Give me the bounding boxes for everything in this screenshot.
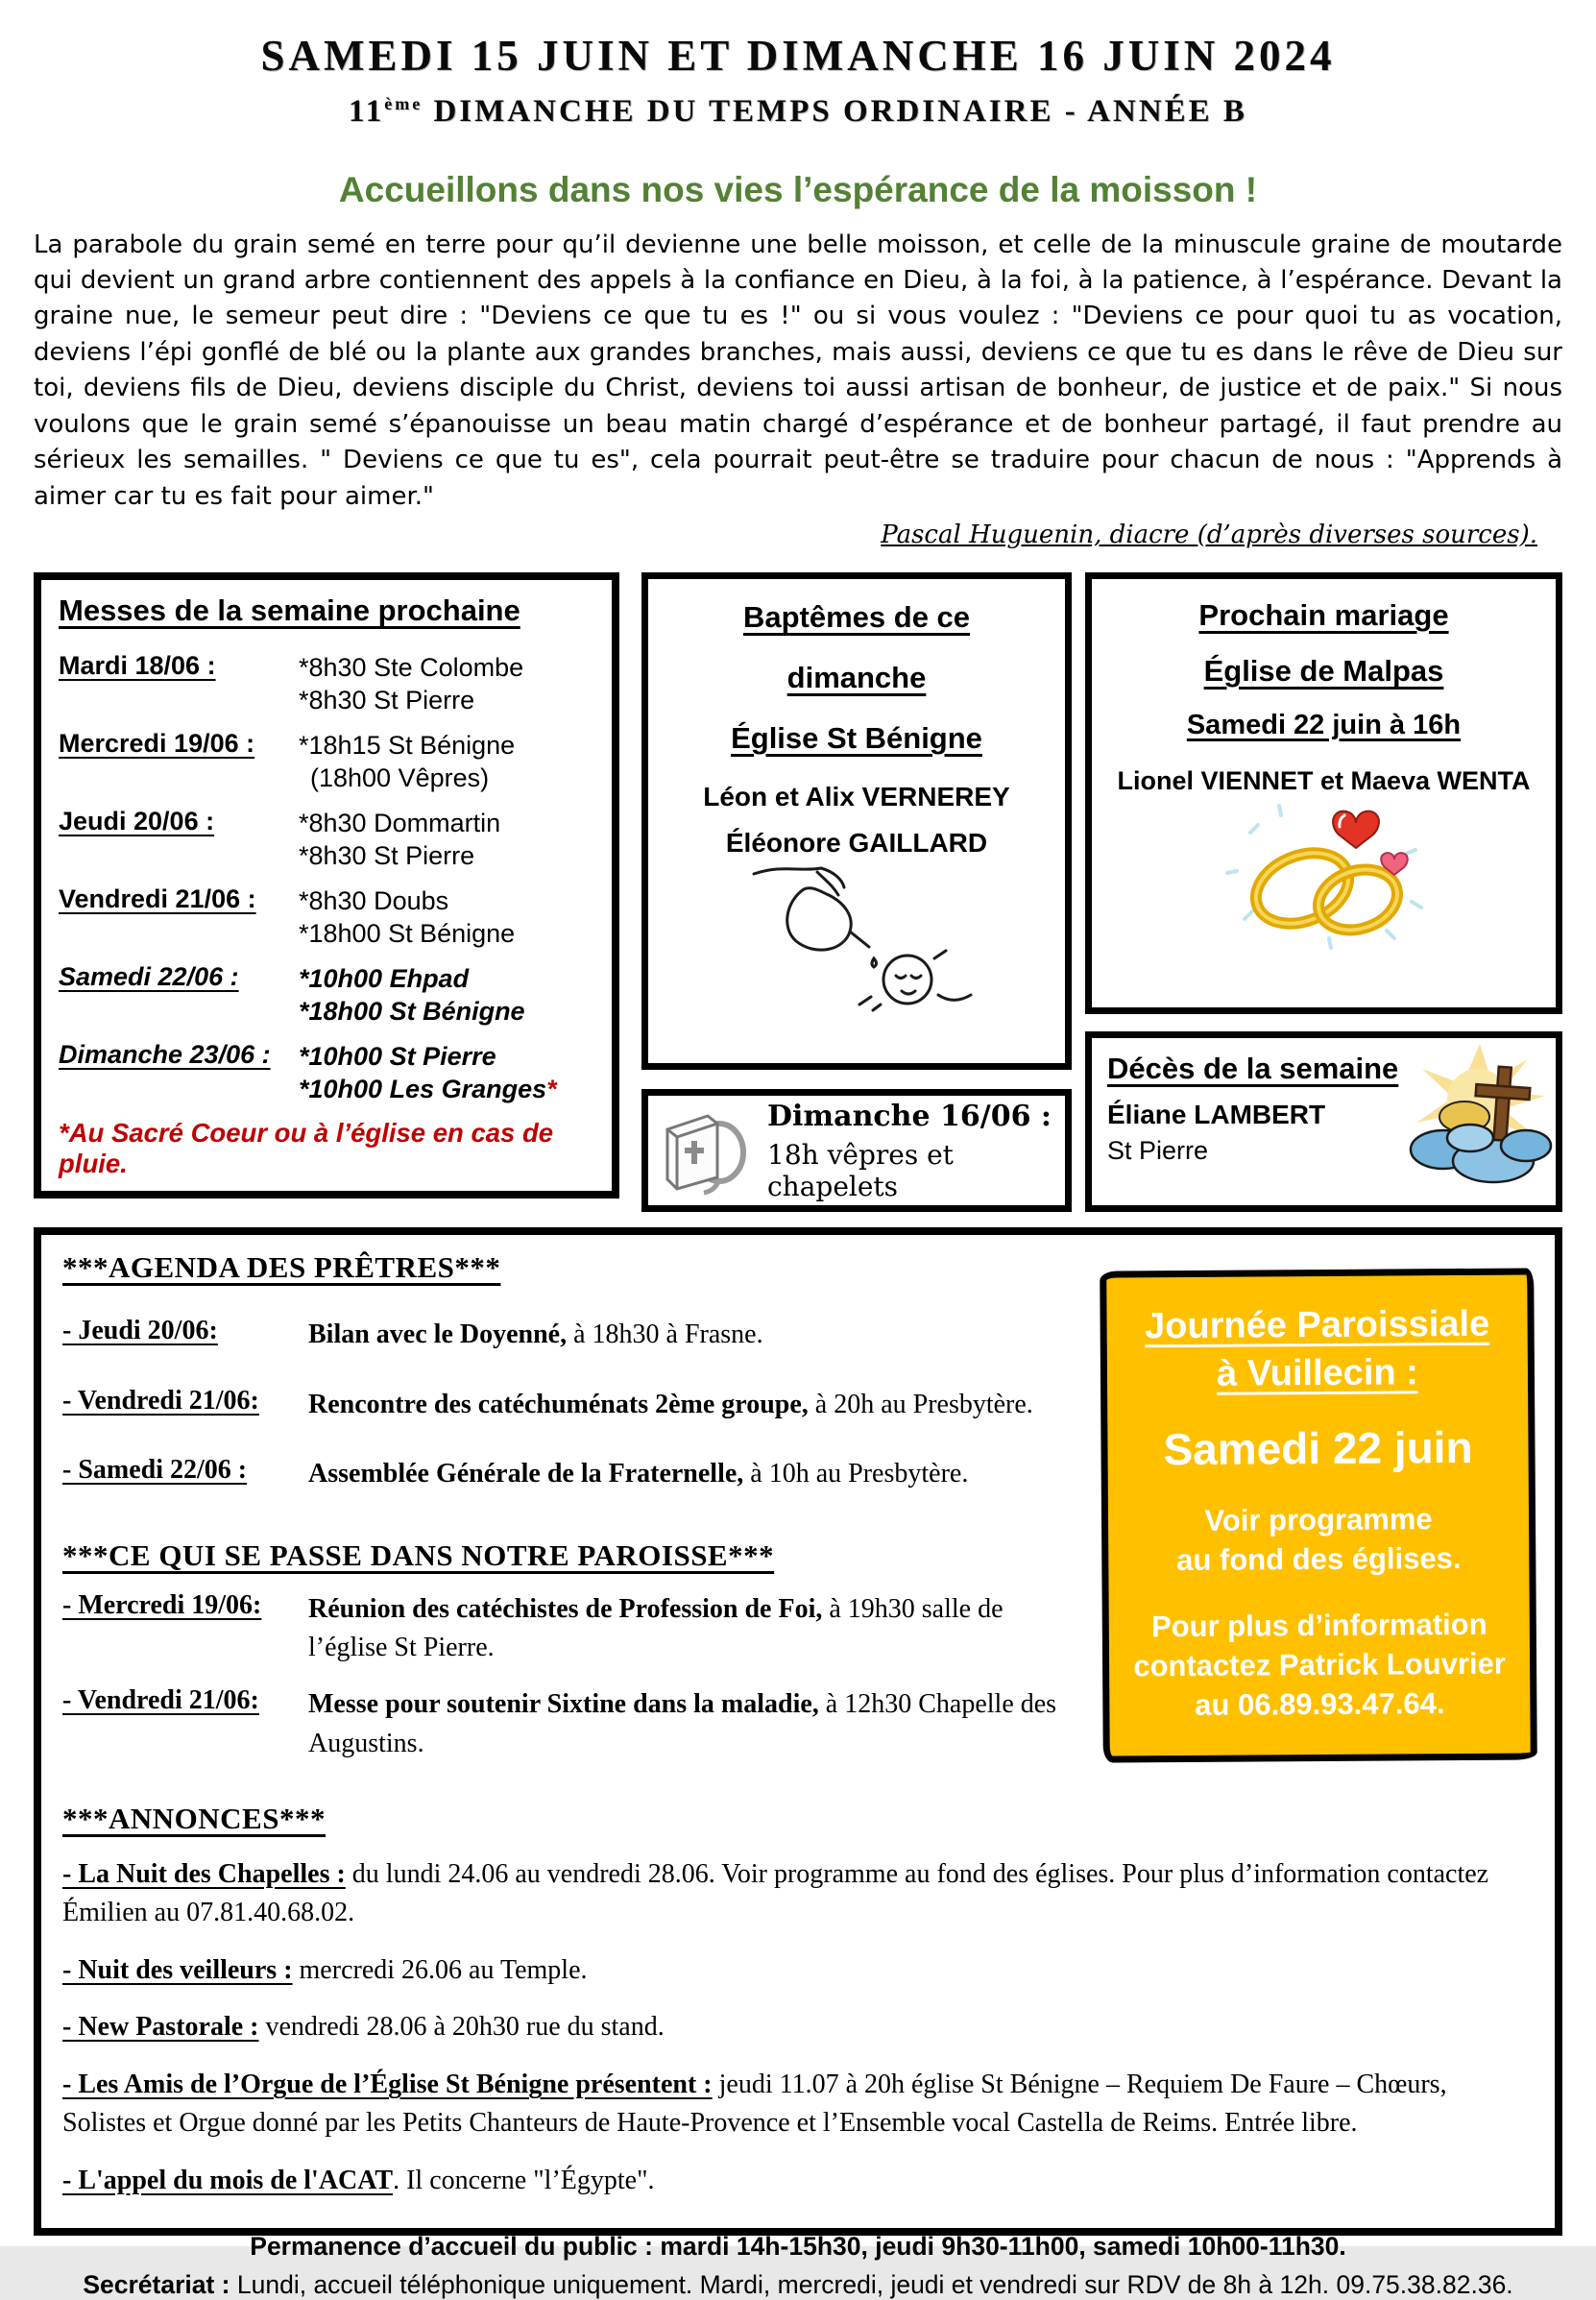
- subtitle-rest: DIMANCHE DU TEMPS ORDINAIRE - ANNÉE B: [423, 93, 1247, 129]
- vespers-detail: 18h vêpres et chapelets: [767, 1138, 954, 1202]
- mass-time: *8h30 St Pierre: [299, 686, 475, 714]
- announcement-text: . Il concerne "l’Égypte".: [393, 2165, 655, 2195]
- entry-bold-text: Rencontre des catéchuménats 2ème groupe,: [308, 1389, 809, 1419]
- announcement-item: [62, 2066, 1534, 2143]
- mass-times: [299, 729, 594, 794]
- footer-secretariat-text: Lundi, accueil téléphonique uniquement. Mardi, mercredi, jeudi et vendredi sur RDV de 8h à 12h. 09.75.38.82.36.: [230, 2270, 1513, 2300]
- deaths-box: [1085, 1031, 1562, 1212]
- priests-agenda-heading: ***AGENDA DES PRÊTRES***: [62, 1250, 501, 1284]
- parish-day-heading-line: Journée Paroissiale: [1144, 1303, 1490, 1347]
- subtitle-superscript: ème: [384, 93, 423, 113]
- mass-times: [299, 651, 594, 716]
- entry-day-label: - Vendredi 21/06:: [62, 1385, 259, 1416]
- entry-day-label: - Mercredi 19/06:: [62, 1589, 262, 1620]
- attribution: Pascal Huguenin, diacre (d’après diverses sources).: [881, 521, 1537, 549]
- agenda-entry: [62, 1590, 1082, 1668]
- page-title: SAMEDI 15 JUIN ET DIMANCHE 16 JUIN 2024: [260, 32, 1336, 80]
- parish-events-entries: [62, 1590, 1082, 1763]
- masses-heading: Messes de la semaine prochaine: [59, 593, 520, 627]
- entry-day-label: - Samedi 22/06 :: [62, 1455, 248, 1486]
- entry-detail-text: à 20h au Presbytère.: [808, 1389, 1033, 1419]
- entry-bold-text: Bilan avec le Doyenné,: [308, 1319, 568, 1349]
- agenda-entry: [62, 1386, 1082, 1425]
- mass-row: [59, 962, 594, 1028]
- red-asterisk: *: [546, 1075, 557, 1103]
- entry-text: [308, 1455, 1082, 1494]
- baptisms-names: [656, 782, 1057, 859]
- parish-day-heading-line: à Vuillecin :: [1216, 1352, 1418, 1394]
- mass-row: [59, 1040, 594, 1105]
- parish-day-heading: [1118, 1300, 1516, 1399]
- announcement-label: - L'appel du mois de l'ACAT: [62, 2165, 394, 2195]
- announcements-heading: ***ANNONCES***: [62, 1802, 326, 1836]
- baptisms-heading-line: dimanche: [786, 661, 927, 694]
- parish-day-body-line: Voir programme: [1204, 1502, 1433, 1538]
- mass-times: [299, 807, 594, 872]
- entry-detail-text: à 10h au Presbytère.: [743, 1459, 969, 1489]
- wedding-box: [1085, 572, 1562, 1014]
- mass-day-label: Jeudi 20/06 :: [59, 807, 215, 835]
- baptisms-heading-line: Église St Bénigne: [731, 721, 982, 755]
- footer-secretariat-label: Secrétariat :: [83, 2270, 230, 2300]
- wedding-heading-line: Prochain mariage: [1198, 598, 1449, 632]
- entry-text: [308, 1590, 1082, 1668]
- mass-day-label: Dimanche 23/06 :: [59, 1040, 271, 1069]
- mass-row: [59, 651, 594, 716]
- entry-text: [308, 1316, 1082, 1355]
- footer: [62, 2232, 1534, 2300]
- deaths-heading: Décès de la semaine: [1107, 1052, 1399, 1085]
- announcement-text: jeudi 11.07 à 20h église St Bénigne – Requiem De Faure – Chœurs, Solistes et Orgue donné par les Petits Chanteurs de Haute-Provence et l’Ensemble vocal Castella de Reims. Entrée libre.: [62, 2070, 1447, 2138]
- wedding-heading: [1100, 598, 1548, 689]
- parish-day-body-line: au fond des églises.: [1176, 1541, 1462, 1578]
- mass-day-label: Mardi 18/06 :: [59, 651, 216, 680]
- theme-heading: Accueillons dans nos vies l’espérance de la moisson !: [338, 169, 1258, 209]
- announcement-label: - La Nuit des Chapelles :: [62, 1859, 346, 1890]
- mass-time: (18h00 Vêpres): [310, 763, 490, 792]
- boxes-band: [34, 565, 1562, 1214]
- masses-box: [34, 572, 619, 1198]
- footer-opening-hours: Permanence d’accueil du public : mardi 14h-15h30, jeudi 9h30-11h00, samedi 10h00-11h30.: [250, 2232, 1346, 2262]
- parish-day-contact: [1121, 1606, 1519, 1727]
- parish-day-body-line: contactez Patrick Louvrier: [1133, 1646, 1507, 1683]
- announcement-item: [62, 1951, 1534, 1990]
- announcements-section: [62, 1802, 1534, 2199]
- mass-times: [299, 962, 594, 1028]
- announcement-text: du lundi 24.06 au vendredi 28.06. Voir programme au fond des églises. Pour plus d’information contactez Émilien au 07.81.40.68.02.: [62, 1859, 1489, 1927]
- entry-bold-text: Assemblée Générale de la Fraternelle,: [308, 1459, 744, 1489]
- entry-bold-text: Réunion des catéchistes de Profession de Foi,: [308, 1593, 823, 1624]
- announcement-text: mercredi 26.06 au Temple.: [292, 1954, 588, 1985]
- footer-secretariat: [62, 2270, 1534, 2300]
- mass-row: [59, 729, 594, 794]
- agenda-entry: [62, 1316, 1082, 1355]
- intro-paragraph: La parabole du grain semé en terre pour qu’il devienne une belle moisson, et celle de la minuscule graine de moutarde qui devient un grand arbre contiennent des appels à la confiance en Dieu, à la foi, à la patience, à l’espérance. Devant la graine nue, le semeur peut dire : "Deviens ce que tu es !" ou si vous voulez : "Deviens ce pour quoi tu as vocation, deviens l’épi gonflé de blé ou la plante aux grandes branches, mais aussi, deviens ce que tu es dans le rêve de Dieu sur toi, deviens fils de Dieu, deviens disciple du Christ, deviens toi aussi artisan de bonheur, de justice et de paix." Si nous voulons que le grain semé s’épanouisse un beau matin chargé d’espérance et de bonheur partagé, il faut prendre au sérieux les semailles. " Deviens ce que tu es", cela pourrait peut-être se traduire pour chacun de nous : "Apprends à aimer car tu es fait pour aimer.": [34, 230, 1562, 511]
- baptism-name: Léon et Alix VERNEREY: [703, 782, 1010, 811]
- mass-time: *18h15 St Bénigne: [299, 731, 516, 760]
- mass-time: *10h00 Ehpad: [299, 964, 470, 993]
- vespers-day: Dimanche 16/06 :: [767, 1099, 1052, 1133]
- parish-day-box: [1100, 1268, 1537, 1762]
- priests-agenda-entries: [62, 1316, 1082, 1494]
- announcement-text: vendredi 28.06 à 20h30 rue du stand.: [258, 2012, 665, 2043]
- mass-time: *8h30 St Pierre: [299, 841, 475, 870]
- mass-time: *8h30 Ste Colombe: [299, 653, 524, 682]
- mass-time: *18h00 St Bénigne: [299, 997, 525, 1026]
- subtitle-number: 11: [349, 93, 385, 129]
- entry-day-label: - Vendredi 21/06:: [62, 1684, 259, 1715]
- announcements-items: [62, 1855, 1534, 2199]
- announcement-label: - Les Amis de l’Orgue de l’Église St Bénigne présentent :: [62, 2070, 713, 2100]
- mass-time: *10h00 Les Granges*: [299, 1075, 557, 1103]
- mass-time: *10h00 St Pierre: [299, 1042, 496, 1071]
- entry-bold-text: Messe pour soutenir Sixtine dans la maladie,: [308, 1688, 819, 1719]
- masses-note: *Au Sacré Coeur ou à l’église en cas de pluie.: [59, 1118, 554, 1178]
- entry-detail-text: à 18h30 à Frasne.: [567, 1319, 763, 1349]
- agenda-entry: [62, 1685, 1082, 1763]
- baptism-name: Éléonore GAILLARD: [725, 828, 988, 858]
- entry-detail-text: à 12h30 Chapelle des Augustins.: [308, 1688, 1057, 1758]
- wedding-date: Samedi 22 juin à 16h: [1186, 710, 1462, 740]
- parish-day-body-line: au 06.89.93.47.64.: [1195, 1686, 1445, 1722]
- agenda-entry: [62, 1455, 1082, 1494]
- baptisms-heading: [656, 600, 1057, 756]
- entry-day-label: - Jeudi 20/06:: [62, 1316, 218, 1345]
- bible-rosary-icon: [658, 1101, 754, 1200]
- mass-day-label: Mercredi 19/06 :: [59, 729, 255, 758]
- page-subtitle: [34, 94, 1562, 130]
- parish-day-date: Samedi 22 juin: [1163, 1422, 1473, 1475]
- announcement-item: [62, 1855, 1534, 1932]
- deceased-name: Éliane LAMBERT: [1107, 1100, 1326, 1129]
- mass-time: *8h30 Doubs: [299, 886, 449, 915]
- baptism-illustration: [737, 859, 977, 1010]
- vespers-text: [767, 1100, 1055, 1202]
- announcement-item: [62, 2162, 1534, 2200]
- entry-text: [308, 1386, 1082, 1425]
- mass-time: *18h00 St Bénigne: [299, 919, 516, 948]
- cross-clouds-illustration: [1393, 1042, 1552, 1200]
- wedding-rings-illustration: [1214, 796, 1435, 950]
- parish-day-body-line: Pour plus d’information: [1150, 1607, 1487, 1644]
- mass-day-label: Samedi 22/06 :: [59, 962, 239, 991]
- announcement-label: - Nuit des veilleurs :: [62, 1954, 293, 1985]
- entry-detail-text: à 19h30 salle de l’église St Pierre.: [308, 1593, 1004, 1663]
- mass-times: [299, 1040, 594, 1105]
- masses-schedule: [59, 651, 594, 1105]
- mass-times: [299, 884, 594, 950]
- mass-row: [59, 884, 594, 950]
- announcement-item: [62, 2008, 1534, 2046]
- mass-time: *8h30 Dommartin: [299, 809, 501, 837]
- deceased-place: St Pierre: [1107, 1136, 1209, 1165]
- parish-day-program-note: [1120, 1500, 1518, 1582]
- wedding-couple: Lionel VIENNET et Maeva WENTA: [1117, 766, 1531, 795]
- mass-day-label: Vendredi 21/06 :: [59, 884, 256, 913]
- wedding-heading-line: Église de Malpas: [1203, 654, 1444, 688]
- entry-text: [308, 1685, 1082, 1763]
- agenda-announcements-box: [34, 1227, 1562, 2300]
- mass-row: [59, 807, 594, 872]
- baptisms-box: [641, 572, 1072, 1070]
- vespers-box: [641, 1089, 1072, 1212]
- announcement-label: - New Pastorale :: [62, 2012, 259, 2043]
- parish-events-heading: ***CE QUI SE PASSE DANS NOTRE PAROISSE***: [62, 1537, 775, 1572]
- baptisms-heading-line: Baptêmes de ce: [742, 600, 971, 634]
